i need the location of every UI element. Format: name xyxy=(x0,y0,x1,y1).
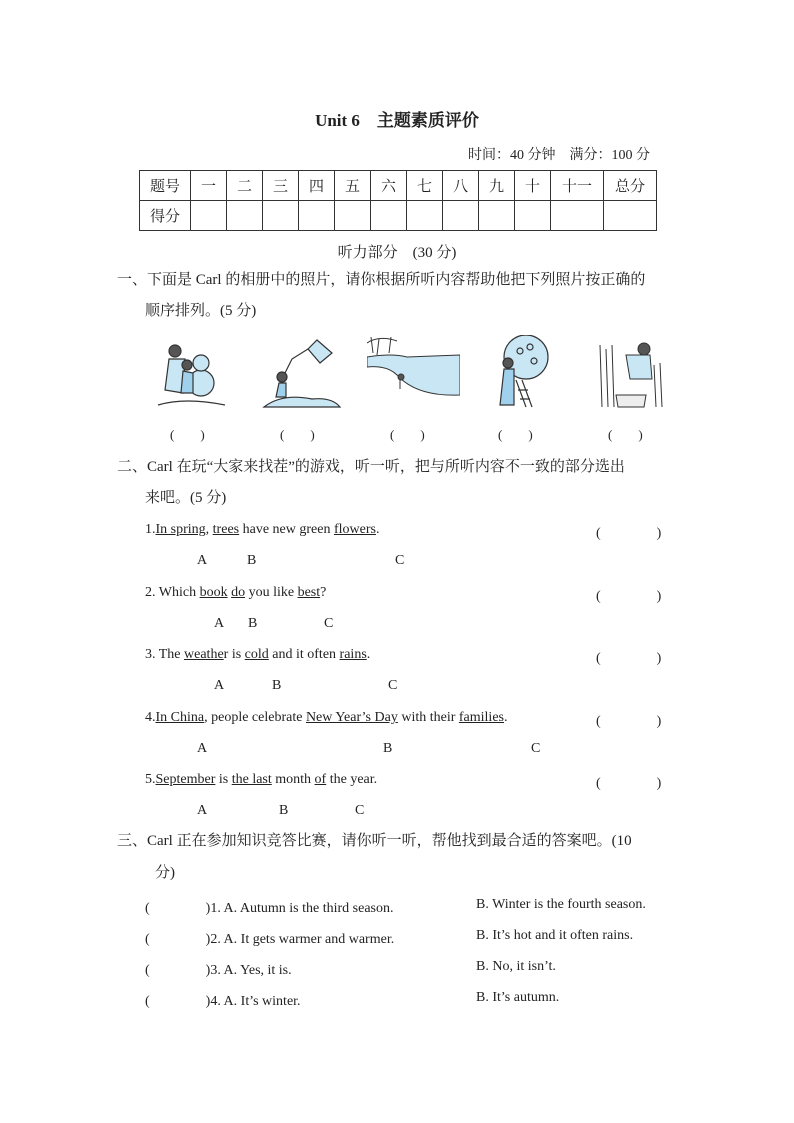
option-letter: B xyxy=(279,803,289,818)
quiz-item-4-a[interactable]: ( )4. A. It’s winter. xyxy=(145,994,301,1009)
score-cell: 题号 xyxy=(140,171,191,201)
quiz-item-1-a[interactable]: ( )1. A. Autumn is the third season. xyxy=(145,901,394,916)
section1-instruction-cont: 顺序排列。(5 分) xyxy=(145,303,257,319)
section3-instruction-cont: 分) xyxy=(155,865,175,881)
option-letter: A xyxy=(197,553,208,568)
option-letter: A xyxy=(214,616,225,631)
score-table-score-row xyxy=(140,201,657,231)
answer-blank[interactable]: ( ) xyxy=(596,714,662,729)
score-input-cell[interactable] xyxy=(479,201,515,231)
option-letter: C xyxy=(395,553,405,568)
option-letter: C xyxy=(531,741,541,756)
photo-answer-blank[interactable]: ( ) xyxy=(390,427,425,442)
score-cell: 一 xyxy=(191,171,227,201)
answer-blank[interactable]: ( ) xyxy=(596,776,662,791)
score-input-cell[interactable] xyxy=(299,201,335,231)
score-input-cell[interactable] xyxy=(263,201,299,231)
apple-tree-photo xyxy=(490,335,552,411)
kite-photo xyxy=(262,335,342,411)
time-score-info: 时间：40 分钟 满分：100 分 xyxy=(468,148,650,163)
option-letter: B xyxy=(383,741,393,756)
quiz-item-2-a[interactable]: ( )2. A. It gets warmer and warmer. xyxy=(145,932,395,947)
quiz-item-3-b: B. No, it isn’t. xyxy=(476,959,556,974)
section2-instruction: 二、Carl 在玩“大家来找茬”的游戏，听一听，把与所听内容不一致的部分选出 xyxy=(117,459,625,475)
option-letter: A xyxy=(197,803,208,818)
score-table xyxy=(139,170,657,231)
score-cell: 二 xyxy=(227,171,263,201)
option-letter: C xyxy=(355,803,365,818)
score-input-cell[interactable] xyxy=(227,201,263,231)
option-letter: A xyxy=(214,678,225,693)
quiz-item-2-b: B. It’s hot and it often rains. xyxy=(476,928,634,943)
section1-instruction: 一、下面是 Carl 的相册中的照片，请你根据所听内容帮助他把下列照片按正确的 xyxy=(117,272,646,288)
score-input-cell[interactable] xyxy=(407,201,443,231)
question-4: 4.In China, people celebrate New Year’s Day with their families. xyxy=(145,710,508,725)
score-cell: 九 xyxy=(479,171,515,201)
question-3: 3. The weather is cold and it often rains. xyxy=(145,647,371,662)
score-input-cell[interactable] xyxy=(371,201,407,231)
listening-section-title: 听力部分 (30 分) xyxy=(337,245,457,261)
score-cell: 十 xyxy=(515,171,551,201)
option-letter: A xyxy=(197,741,208,756)
beach-photo xyxy=(367,335,460,411)
snowman-photo xyxy=(155,335,227,411)
score-input-cell[interactable] xyxy=(335,201,371,231)
option-letter: C xyxy=(388,678,398,693)
option-letter: B xyxy=(247,553,257,568)
section3-instruction: 三、Carl 正在参加知识竞答比赛，请你听一听，帮他找到最合适的答案吧。(10 xyxy=(117,833,632,849)
option-letter: B xyxy=(272,678,282,693)
score-cell: 八 xyxy=(443,171,479,201)
option-letter: B xyxy=(248,616,258,631)
answer-blank[interactable]: ( ) xyxy=(596,526,662,541)
score-table-header-row xyxy=(140,171,657,201)
question-1: 1.In spring, trees have new green flowers. xyxy=(145,522,380,537)
score-input-cell[interactable] xyxy=(191,201,227,231)
score-input-cell[interactable] xyxy=(604,201,657,231)
section2-instruction-cont: 来吧。(5 分) xyxy=(145,490,227,506)
question-2: 2. Which book do you like best? xyxy=(145,585,327,600)
score-cell: 四 xyxy=(299,171,335,201)
score-cell: 总分 xyxy=(604,171,657,201)
score-cell: 得分 xyxy=(140,201,191,231)
option-letter: C xyxy=(324,616,334,631)
photo-answer-blank[interactable]: ( ) xyxy=(280,427,315,442)
score-input-cell[interactable] xyxy=(515,201,551,231)
quiz-item-1-b: B. Winter is the fourth season. xyxy=(476,897,646,912)
answer-blank[interactable]: ( ) xyxy=(596,651,662,666)
score-input-cell[interactable] xyxy=(443,201,479,231)
score-cell: 七 xyxy=(407,171,443,201)
photo-answer-blank[interactable]: ( ) xyxy=(170,427,205,442)
answer-blank[interactable]: ( ) xyxy=(596,589,662,604)
photo-answer-blank[interactable]: ( ) xyxy=(608,427,643,442)
quiz-item-3-a[interactable]: ( )3. A. Yes, it is. xyxy=(145,963,292,978)
score-cell: 十一 xyxy=(551,171,604,201)
score-cell: 五 xyxy=(335,171,371,201)
score-input-cell[interactable] xyxy=(551,201,604,231)
score-cell: 六 xyxy=(371,171,407,201)
score-cell: 三 xyxy=(263,171,299,201)
page-title: Unit 6 主题素质评价 xyxy=(315,111,479,130)
photo-answer-blank[interactable]: ( ) xyxy=(498,427,533,442)
harvest-photo xyxy=(596,335,664,411)
quiz-item-4-b: B. It’s autumn. xyxy=(476,990,560,1005)
question-5: 5.September is the last month of the year. xyxy=(145,772,378,787)
